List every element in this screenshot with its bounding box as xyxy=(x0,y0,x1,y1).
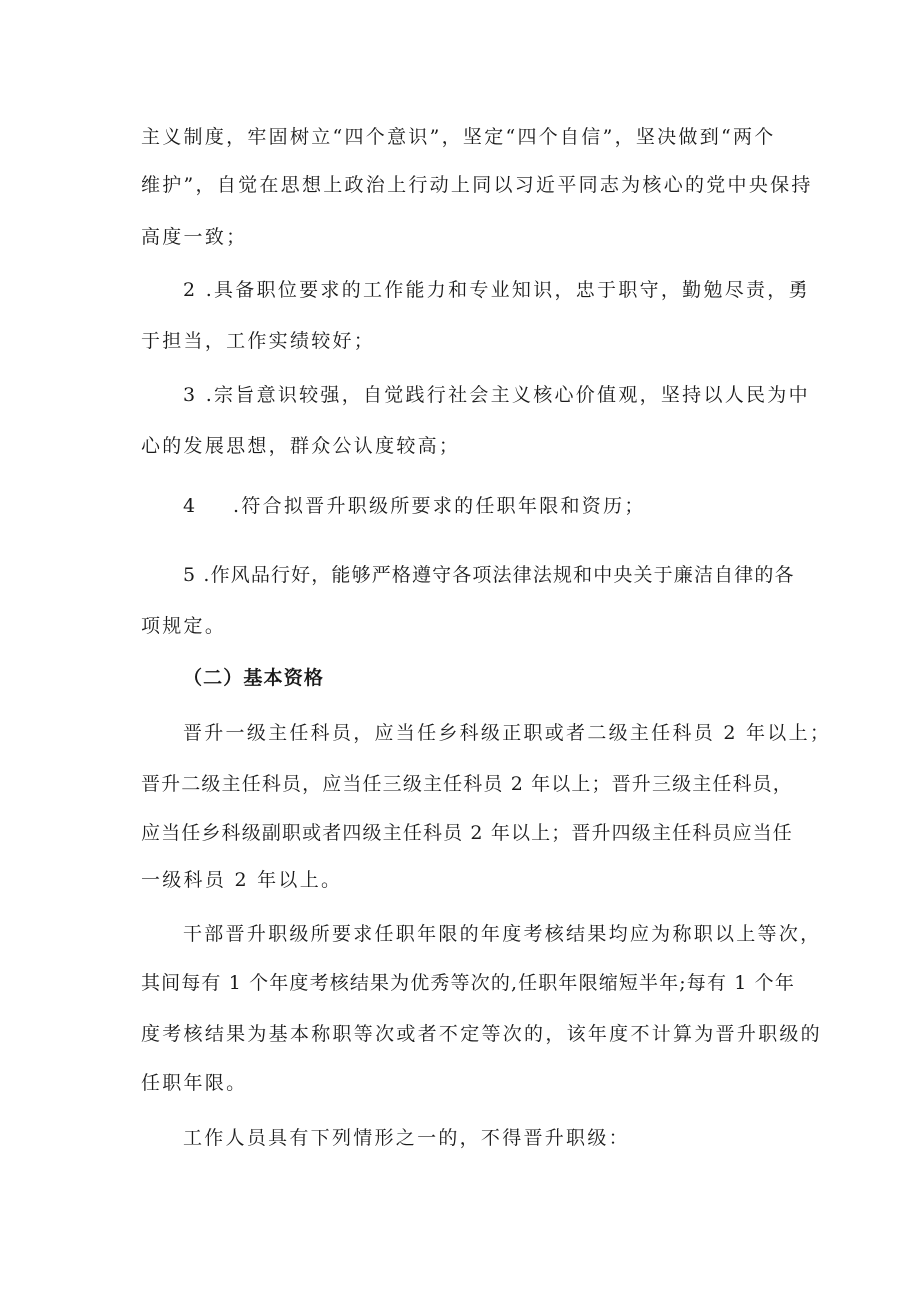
list-item-5-line: 项规定。 xyxy=(141,615,227,637)
section-heading: （二）基本资格 xyxy=(183,667,324,689)
list-item-5-line: 5 .作风品行好，能够严格遵守各项法律法规和中央关于廉洁自律的各 xyxy=(183,564,795,586)
paragraph-line: 维护”，自觉在思想上政治上行动上同以习近平同志为核心的党中央保持 xyxy=(141,174,813,196)
paragraph-line: 高度一致； xyxy=(141,226,248,248)
paragraph-line: 主义制度，牢固树立“四个意识”，坚定“四个自信”，坚决做到“两个 xyxy=(141,126,776,148)
paragraph-line: 晋升二级主任科员，应当任三级主任科员 2 年以上；晋升三级主任科员， xyxy=(141,773,793,795)
paragraph-line: 干部晋升职级所要求任职年限的年度考核结果均应为称职以上等次， xyxy=(183,923,822,945)
paragraph-line: 晋升一级主任科员，应当任乡科级正职或者二级主任科员 2 年以上； xyxy=(183,722,832,744)
paragraph-line: 应当任乡科级副职或者四级主任科员 2 年以上；晋升四级主任科员应当任 xyxy=(141,822,793,844)
paragraph-line: 一级科员 2 年以上。 xyxy=(141,869,343,891)
list-item-4-number: 4 xyxy=(183,495,198,517)
paragraph-line: 度考核结果为基本称职等次或者不定等次的，该年度不计算为晋升职级的 xyxy=(141,1023,822,1045)
paragraph-line: 工作人员具有下列情形之一的，不得晋升职级： xyxy=(183,1127,630,1149)
list-item-2-line: 于担当，工作实绩较好； xyxy=(141,330,376,352)
list-item-3-line: 3 .宗旨意识较强，自觉践行社会主义核心价值观，坚持以人民为中 xyxy=(183,384,810,406)
paragraph-line: 其间每有 1 个年度考核结果为优秀等次的,任职年限缩短半年;每有 1 个年 xyxy=(141,972,795,994)
list-item-4-text: .符合拟晋升职级所要求的任职年限和资历； xyxy=(233,495,646,517)
paragraph-line: 任职年限。 xyxy=(141,1072,248,1094)
list-item-3-line: 心的发展思想，群众公认度较高； xyxy=(141,435,461,457)
list-item-2-line: 2 .具备职位要求的工作能力和专业知识，忠于职守，勤勉尽责，勇 xyxy=(183,279,810,301)
